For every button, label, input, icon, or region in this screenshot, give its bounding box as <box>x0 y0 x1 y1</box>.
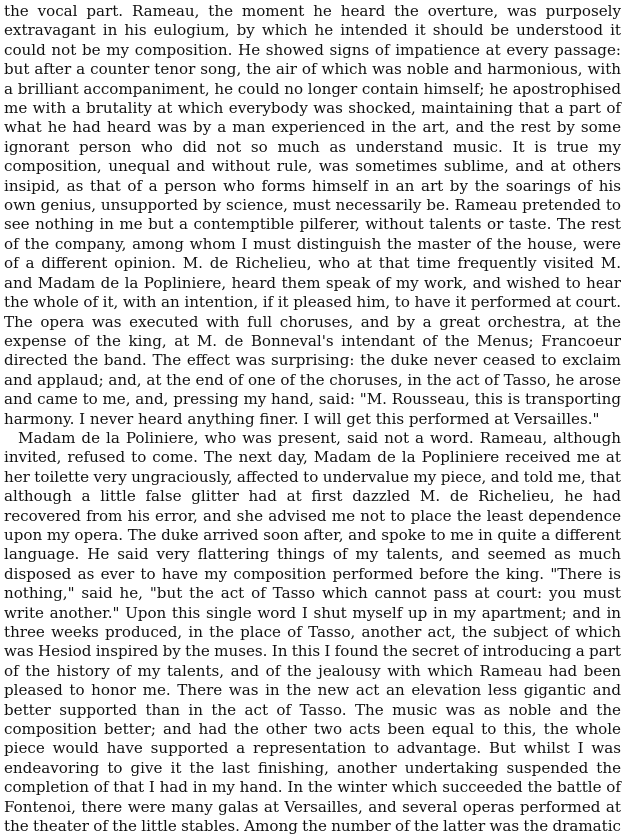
text-line: Madam de la Poliniere, who was present, said not a word. Rameau, although <box>18 428 621 447</box>
text-line: a brilliant accompaniment, he could no longer contain himself; he apostrophised <box>4 79 621 98</box>
text-line: completion of that I had in my hand. In the winter which succeeded the battle of <box>4 778 621 797</box>
text-line: but after a counter tenor song, the air of which was noble and harmonious, with <box>4 60 621 79</box>
text-line: own genius, unsupported by science, must necessarily be. Rameau pretended to <box>4 196 621 215</box>
text-line: language. He said very flattering things of my talents, and seemed as much <box>4 545 621 564</box>
text-line: three weeks produced, in the place of Tasso, another act, the subject of which <box>4 623 621 641</box>
text-line: although a little false glitter had at first dazzled M. de Richelieu, he had <box>4 487 621 506</box>
text-line: me with a brutality at which everybody was shocked, maintaining that a part of <box>4 99 621 118</box>
text-line: of a different opinion. M. de Richelieu, who at that time frequently visited M. <box>4 254 621 273</box>
text-line: disposed as ever to have my composition performed before the king. "There is <box>4 564 621 583</box>
text-line: harmony. I never heard anything finer. I will get this performed at Versailles." <box>4 409 600 428</box>
text-line: recovered from his error, and she advised me not to place the least dependence <box>4 506 621 525</box>
text-line: extravagant in his eulogium, by which he intended it should be understood it <box>4 21 621 40</box>
text-line: write another." Upon this single word I shut myself up in my apartment; and in <box>4 603 621 622</box>
text-line: endeavoring to give it the last finishing, another undertaking suspended the <box>4 758 621 777</box>
text-line: upon my opera. The duke arrived soon after, and spoke to me in quite a different <box>4 525 621 544</box>
text-line: The opera was executed with full choruses, and by a great orchestra, at the <box>4 312 621 331</box>
text-line: ignorant person who did not so much as understand music. It is true my <box>4 137 621 156</box>
text-line: better supported than in the act of Tasso. The music was as noble and the <box>4 700 621 719</box>
text-line: and applaud; and, at the end of one of the choruses, in the act of Tasso, he arose <box>4 370 621 389</box>
text-line: and came to me, and, pressing my hand, said: "M. Rousseau, this is transporting <box>4 390 621 409</box>
text-line: directed the band. The effect was surprising: the duke never ceased to exclaim <box>4 351 621 370</box>
document-page <box>4 2 621 836</box>
text-line: the theater of the little stables. Among the number of the latter was the dramatic <box>4 817 621 836</box>
text-line: invited, refused to come. The next day, Madam de la Popliniere received me at <box>4 448 621 467</box>
text-line: what he had heard was by a man experienced in the art, and the rest by some <box>4 118 621 137</box>
text-line: could not be my composition. He showed signs of impatience at every passage: <box>4 40 621 59</box>
text-line: see nothing in me but a contemptible pilferer, without talents or taste. The rest <box>4 215 621 234</box>
text-line: composition better; and had the other two acts been equal to this, the whole <box>4 720 621 739</box>
text-line: insipid, as that of a person who forms himself in an art by the soarings of his <box>4 176 621 195</box>
text-line: was Hesiod inspired by the muses. In this I found the secret of introducing a part <box>4 642 621 661</box>
text-line: pleased to honor me. There was in the new act an elevation less gigantic and <box>4 681 621 700</box>
paragraph <box>4 429 621 836</box>
text-line: composition, unequal and without rule, was sometimes sublime, and at others <box>4 157 621 176</box>
text-line: of the company, among whom I must distinguish the master of the house, were <box>4 234 621 253</box>
paragraph <box>4 2 621 429</box>
text-line: of the history of my talents, and of the jealousy with which Rameau had been <box>4 661 621 680</box>
text-line: piece would have supported a representation to advantage. But whilst I was <box>4 739 621 758</box>
text-line: Fontenoi, there were many galas at Versailles, and several operas performed at <box>4 797 621 816</box>
text-line: nothing," said he, "but the act of Tasso which cannot pass at court: you must <box>4 584 621 603</box>
text-line: her toilette very ungraciously, affected to undervalue my piece, and told me, that <box>4 467 621 486</box>
text-line: expense of the king, at M. de Bonneval's intendant of the Menus; Francoeur <box>4 331 621 350</box>
text-line: and Madam de la Popliniere, heard them speak of my work, and wished to hear <box>4 273 621 292</box>
text-line: the whole of it, with an intention, if it pleased him, to have it performed at court. <box>4 293 621 312</box>
text-line: the vocal part. Rameau, the moment he heard the overture, was purposely <box>4 2 621 20</box>
